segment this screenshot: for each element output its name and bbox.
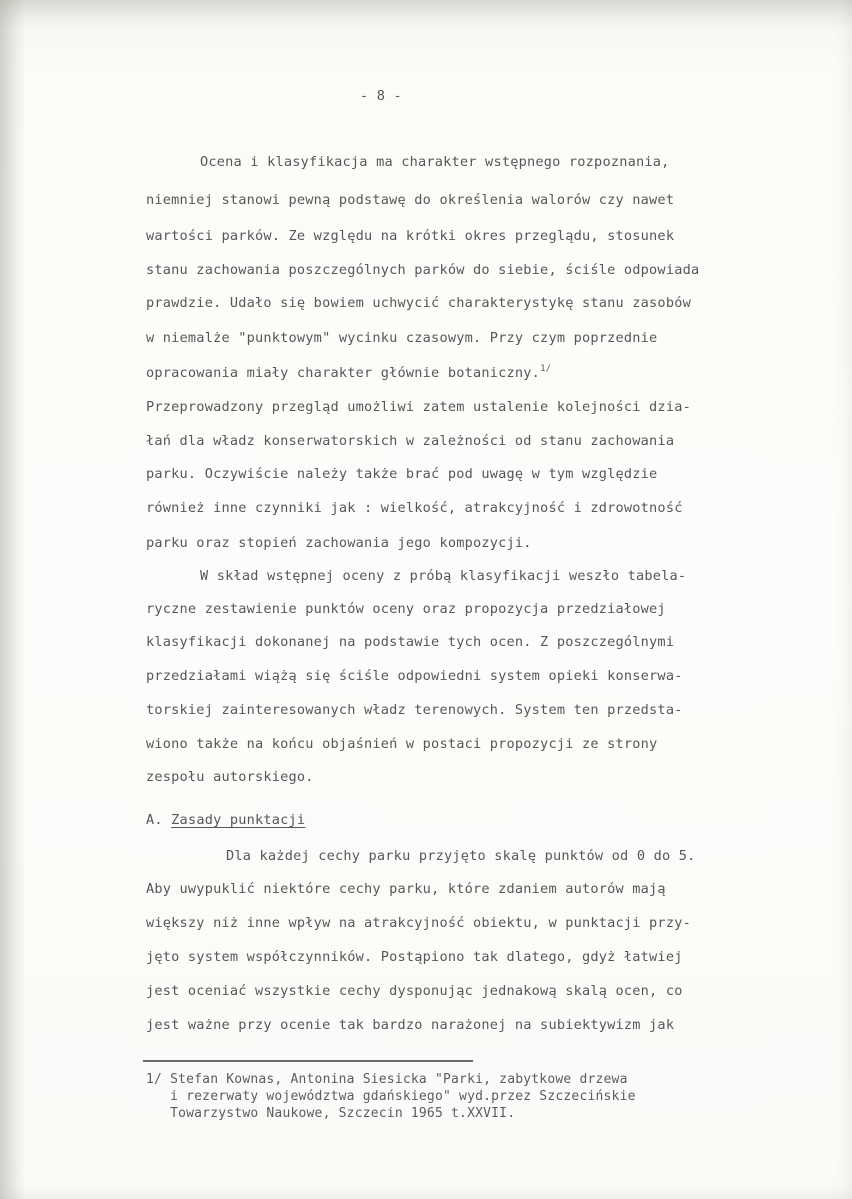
text-line (146, 634, 674, 650)
text-line-content: przedziałami wiążą się ściśle odpowiedni system opieki konserwa- (146, 668, 683, 684)
text-line (146, 433, 674, 449)
footnote-line-3: Towarzystwo Naukowe, Szczecin 1965 t.XXVII. (146, 1106, 516, 1121)
text-line-content: W skład wstępnej oceny z próbą klasyfikacji weszło tabela- (200, 568, 687, 584)
text-line-content: prawdzie. Udało się bowiem uchwycić charakterystykę stanu zasobów (146, 295, 691, 311)
text-line-content: Ocena i klasyfikacja ma charakter wstępnego rozpoznania, (200, 154, 670, 170)
text-line-content: łań dla władz konserwatorskich w zależności od stanu zachowania (146, 433, 675, 449)
text-line (146, 915, 691, 931)
text-line (146, 295, 691, 311)
text-line-content: torskiej zainteresowanych władz terenowych. System ten przedsta- (146, 702, 683, 718)
section-heading-prefix: A. (146, 812, 163, 828)
text-line-content: ryczne zestawienie punktów oceny oraz propozycja przedziałowej (146, 601, 666, 617)
text-line (146, 736, 657, 752)
text-line-content: również inne czynniki jak : wielkość, atrakcyjność i zdrowotność (146, 500, 683, 516)
text-line (200, 154, 670, 170)
section-heading-title: Zasady punktacji (171, 812, 306, 828)
text-line-content: jest ważne przy ocenie tak bardzo narażonej na subiektywizm jak (146, 1017, 675, 1033)
text-line-content: parku oraz stopień zachowania jego kompozycji. (146, 535, 532, 551)
footnote-divider (143, 1060, 473, 1062)
text-line (146, 983, 683, 999)
text-line (200, 568, 686, 584)
text-line (146, 500, 683, 516)
text-line (146, 1017, 674, 1033)
text-line (146, 466, 657, 482)
text-line-content: w niemalże "punktowym" wycinku czasowym. Przy czym poprzednie (146, 330, 658, 346)
footnote-line-2: i rezerwaty województwa gdańskiego" wyd.przez Szczecińskie (146, 1089, 636, 1104)
text-line-content: większy niż inne wpływ na atrakcyjność obiektu, w punktacji przy- (146, 915, 691, 931)
text-line-content: niemniej stanowi pewną podstawę do określenia walorów czy nawet (146, 192, 675, 208)
text-line (146, 702, 683, 718)
text-line-content: jęto system współczynników. Postąpiono tak dlatego, gdyż łatwiej (146, 949, 683, 965)
text-line (146, 769, 314, 785)
page-number: - 8 - (360, 88, 402, 104)
text-line-content: Dla każdej cechy parku przyjęto skalę punktów od 0 do 5. (226, 848, 696, 864)
text-line (146, 262, 699, 278)
text-line-content: klasyfikacji dokonanej na podstawie tych ocen. Z poszczególnymi (146, 634, 675, 650)
text-line (146, 881, 666, 897)
text-line (146, 399, 691, 415)
text-line-content: Aby uwypuklić niektóre cechy parku, które zdaniem autorów mają (146, 881, 666, 897)
footnote-line-1: 1/ Stefan Kownas, Antonina Siesicka "Parki, zabytkowe drzewa (146, 1072, 628, 1087)
text-line (146, 364, 551, 381)
text-line-content: wartości parków. Ze względu na krótki okres przeglądu, stosunek (146, 228, 675, 244)
text-line (146, 228, 674, 244)
text-line (146, 949, 683, 965)
text-line-content: zespołu autorskiego. (146, 769, 314, 785)
text-line-content: wiono także na końcu objaśnień w postaci propozycji ze strony (146, 736, 658, 752)
text-line (226, 848, 696, 864)
text-line (146, 601, 666, 617)
text-line (146, 668, 683, 684)
text-line-content: jest oceniać wszystkie cechy dysponując jednakową skalą ocen, co (146, 983, 683, 999)
text-line-content: Przeprowadzony przegląd umożliwi zatem ustalenie kolejności dzia- (146, 399, 691, 415)
text-line-content: parku. Oczywiście należy także brać pod uwagę w tym względzie (146, 466, 658, 482)
page-edge-shadow (0, 0, 24, 1199)
footnote-reference: 1/ (540, 364, 552, 374)
text-line (146, 330, 657, 346)
text-line-content: opracowania miały charakter głównie botaniczny. (146, 365, 541, 381)
text-line (146, 535, 532, 551)
text-line-content: stanu zachowania poszczególnych parków do siebie, ściśle odpowiada (146, 262, 700, 278)
section-heading (146, 812, 305, 828)
text-line (146, 192, 674, 208)
page-top-shadow (0, 0, 852, 30)
